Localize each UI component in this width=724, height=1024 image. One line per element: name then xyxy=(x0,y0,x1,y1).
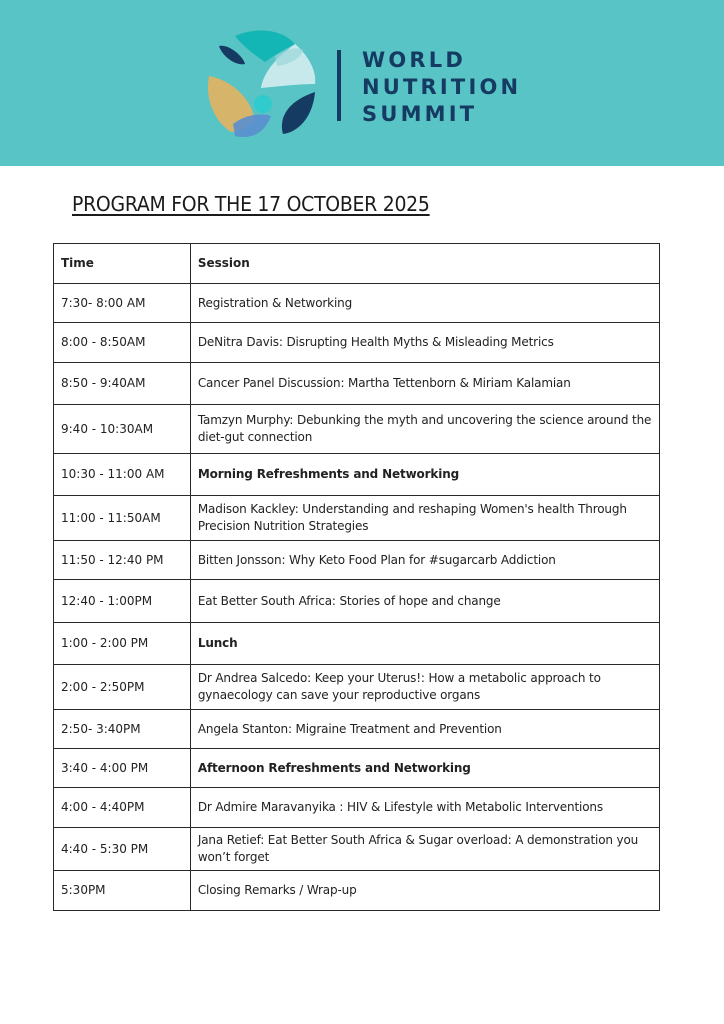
session-cell: Afternoon Refreshments and Networking xyxy=(190,749,659,788)
time-cell: 11:00 - 11:50AM xyxy=(54,496,191,541)
session-cell: Angela Stanton: Migraine Treatment and Prevention xyxy=(190,710,659,749)
time-cell: 3:40 - 4:00 PM xyxy=(54,749,191,788)
time-cell: 2:00 - 2:50PM xyxy=(54,665,191,710)
table-row xyxy=(54,541,660,580)
table-row xyxy=(54,580,660,623)
table-row xyxy=(54,828,660,871)
table-row xyxy=(54,405,660,454)
table-row-break xyxy=(54,454,660,496)
session-cell: Closing Remarks / Wrap-up xyxy=(190,871,659,911)
table-row xyxy=(54,788,660,828)
session-cell: Registration & Networking xyxy=(190,284,659,323)
time-cell: 5:30PM xyxy=(54,871,191,911)
time-cell: 4:40 - 5:30 PM xyxy=(54,828,191,871)
header-banner xyxy=(0,0,724,166)
table-row xyxy=(54,323,660,363)
session-cell: Dr Andrea Salcedo: Keep your Uterus!: How a metabolic approach to gynaecology can save your reproductive organs xyxy=(190,665,659,710)
session-cell: DeNitra Davis: Disrupting Health Myths & Misleading Metrics xyxy=(190,323,659,363)
session-cell: Madison Kackley: Understanding and reshaping Women's health Through Precision Nutrition Strategies xyxy=(190,496,659,541)
logo-line-2: NUTRITION xyxy=(362,75,522,99)
table-row xyxy=(54,710,660,749)
session-cell: Bitten Jonsson: Why Keto Food Plan for #sugarcarb Addiction xyxy=(190,541,659,580)
table-row xyxy=(54,496,660,541)
time-cell: 4:00 - 4:40PM xyxy=(54,788,191,828)
column-header-session: Session xyxy=(190,244,659,284)
table-row xyxy=(54,284,660,323)
column-header-time: Time xyxy=(54,244,191,284)
table-row-break xyxy=(54,749,660,788)
time-cell: 7:30- 8:00 AM xyxy=(54,284,191,323)
table-row xyxy=(54,363,660,405)
session-cell: Lunch xyxy=(190,623,659,665)
session-cell: Eat Better South Africa: Stories of hope and change xyxy=(190,580,659,623)
session-cell: Jana Retief: Eat Better South Africa & Sugar overload: A demonstration you won’t forget xyxy=(190,828,659,871)
time-cell: 2:50- 3:40PM xyxy=(54,710,191,749)
table-row xyxy=(54,665,660,710)
program-table xyxy=(53,243,660,911)
time-cell: 8:50 - 9:40AM xyxy=(54,363,191,405)
session-cell: Cancer Panel Discussion: Martha Tettenborn & Miriam Kalamian xyxy=(190,363,659,405)
logo-wordmark xyxy=(362,47,521,128)
time-cell: 11:50 - 12:40 PM xyxy=(54,541,191,580)
time-cell: 10:30 - 11:00 AM xyxy=(54,454,191,496)
time-cell: 8:00 - 8:50AM xyxy=(54,323,191,363)
leaf-circle-logo-icon xyxy=(203,28,319,144)
session-cell: Dr Admire Maravanyika : HIV & Lifestyle with Metabolic Interventions xyxy=(190,788,659,828)
logo-divider xyxy=(337,50,341,121)
time-cell: 1:00 - 2:00 PM xyxy=(54,623,191,665)
time-cell: 9:40 - 10:30AM xyxy=(54,405,191,454)
time-cell: 12:40 - 1:00PM xyxy=(54,580,191,623)
table-header-row xyxy=(54,244,660,284)
logo-line-3: SUMMIT xyxy=(362,102,478,126)
logo-line-1: WORLD xyxy=(362,48,466,72)
session-cell: Tamzyn Murphy: Debunking the myth and uncovering the science around the diet-gut connection xyxy=(190,405,659,454)
page-title: PROGRAM FOR THE 17 OCTOBER 2025 xyxy=(72,192,430,216)
table-row xyxy=(54,871,660,911)
session-cell: Morning Refreshments and Networking xyxy=(190,454,659,496)
table-row-break xyxy=(54,623,660,665)
